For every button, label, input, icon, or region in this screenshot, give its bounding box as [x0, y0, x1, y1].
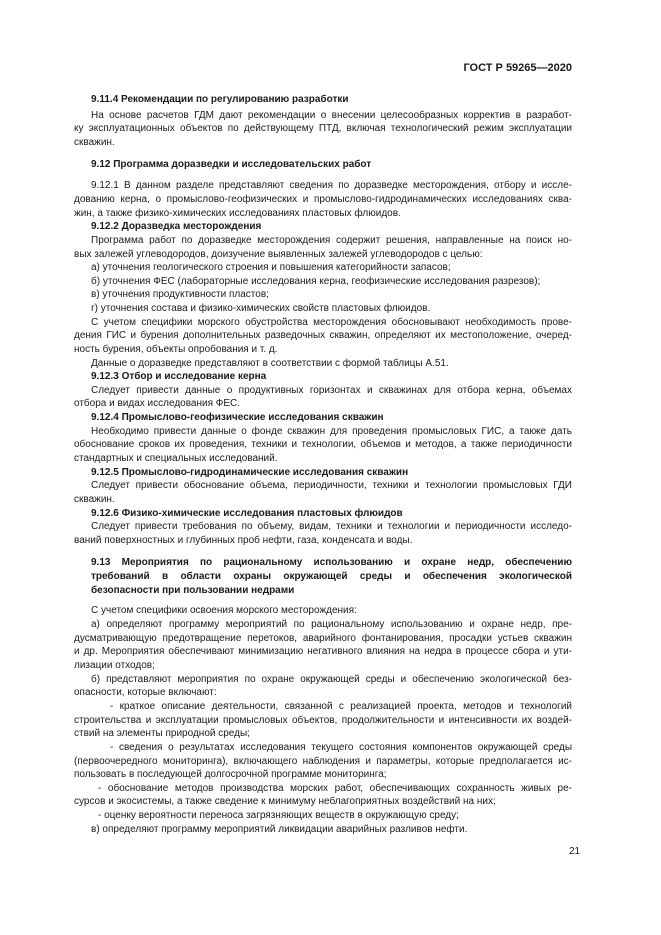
text-line: сурсов и экосистемы, а также сведение к минимуму неблагоприятных воздействий на них; [74, 796, 496, 807]
section-heading: требований в области охраны окружающей среды и обеспечения экологической [91, 571, 572, 582]
text-line: Необходимо привести данные о фонде скважин для проведения промысловых ГИС, а также дать [91, 426, 572, 437]
text-line: скважин. [74, 137, 115, 148]
text-line: Программа работ по доразведке месторождения содержит решения, направленные на поиск но- [91, 235, 572, 246]
subsection-heading: 9.12.5 Промыслово-гидродинамические исследования скважин [91, 467, 409, 478]
subsection-heading: 9.12.2 Доразведка месторождения [91, 221, 262, 232]
text-line: стандартных и специальных исследований. [74, 453, 278, 464]
text-line: дения ГИС и бурения дополнительных разведочных скважин, определяют их местоположение, очеред- [74, 330, 572, 341]
subsection-heading: 9.12.3 Отбор и исследование керна [91, 371, 267, 382]
text-line: отбора и видах исследования ФЕС. [74, 398, 241, 409]
text-line: (первоочередного мониторинга), включающего наблюдения и параметры, которые предполагается ис- [74, 756, 572, 767]
section-heading: безопасности при пользовании недрами [91, 585, 295, 596]
bullet-item: - краткое описание деятельности, связанной с реализацией проекта, методов и технологий [110, 701, 572, 712]
text-line: вых залежей углеводородов, доизучение выявленных залежей углеводородов с целью: [74, 249, 483, 260]
list-item: в) уточнения продуктивности пластов; [91, 289, 269, 300]
list-item: в) определяют программу мероприятий ликвидации аварийных разливов нефти. [91, 824, 468, 835]
text-line: Данные о доразведке представляют в соответствии с формой таблицы А.51. [91, 358, 449, 369]
text-line: ку эксплуатационных объектов по действующему ПТД, включая технологический режим эксплуатации [74, 123, 572, 134]
text-line: ваний поверхностных и глубинных проб нефти, газа, конденсата и воды. [74, 535, 413, 546]
standard-designation: ГОСТ Р 59265—2020 [463, 62, 572, 74]
text-line: Следует привести данные о продуктивных горизонтах и скважинах для отбора керна, объемах [91, 385, 572, 396]
text-line: Следует привести требования по объему, видам, техники и технологии и периодичности исследо- [91, 521, 572, 532]
subsection-heading: 9.11.4 Рекомендации по регулированию разработки [91, 94, 349, 105]
section-heading: 9.12 Программа доразведки и исследовательских работ [91, 159, 372, 170]
bullet-item: - обоснование методов производства морских работ, обеспечивающих сохранность живых ре- [98, 783, 572, 794]
text-line: С учетом специфики освоения морского месторождения: [91, 605, 357, 616]
bullet-item: - сведения о результатах исследования текущего состояния компонентов окружающей среды [110, 742, 572, 753]
text-line: и др. Мероприятия обеспечивают минимизацию негативного влияния на недра в процессе сбора и ути- [74, 646, 572, 657]
text-line: С учетом специфики морского обустройства месторождения обосновывают необходимость прове- [91, 317, 572, 328]
text-line: дусматривающую предотвращение перетоков, аварийного фонтанирования, просадки устьев скважин [74, 633, 572, 644]
subsection-heading: 9.12.4 Промыслово-геофизические исследования скважин [91, 412, 384, 423]
text-line: ствий на элементы природной среды; [74, 728, 250, 739]
text-line: опасности, которые включают: [74, 687, 217, 698]
text-line: обоснование сроков их проведения, техники и технологии, объемов и методов, а также периодичности [74, 439, 572, 450]
subsection-heading: 9.12.6 Физико-химические исследования пластовых флюидов [91, 508, 403, 519]
list-item: б) представляют мероприятия по охране окружающей среды и обеспечению экологической без- [91, 674, 572, 685]
text-line: жин, а также физико-химических исследованиях пластовых флюидов. [74, 208, 401, 219]
text-line: лизации отходов; [74, 660, 155, 671]
list-item: б) уточнения ФЕС (лабораторные исследования керна, геофизические исследования разрезов); [91, 276, 541, 287]
text-line: строительства и эксплуатации промысловых объектов, продолжительности и интенсивности их воздей- [74, 715, 572, 726]
section-heading: 9.13 Мероприятия по рациональному использованию и охране недр, обеспечению [91, 557, 572, 568]
page-number: 21 [569, 846, 581, 857]
text-line: ность бурения, объекты опробования и т. д. [74, 344, 278, 355]
text-line: дованию керна, о промыслово-геофизических и промыслово-гидродинамических исследованиях сква- [74, 194, 572, 205]
list-item: г) уточнения состава и физико-химических свойств пластовых флюидов. [91, 303, 431, 314]
text-line: скважин. [74, 494, 115, 505]
text-line: На основе расчетов ГДМ дают рекомендации о внесении целесообразных корректив в разработ- [91, 110, 572, 121]
list-item: а) определяют программу мероприятий по рациональному использованию и охране недр, пре- [91, 619, 572, 630]
text-line: Следует привести обоснование объема, периодичности, техники и технологии промысловых ГДИ [91, 480, 572, 491]
text-line: пользовать в последующей долгосрочной программе мониторинга; [74, 769, 387, 780]
bullet-item: - оценку вероятности переноса загрязняющих веществ в окружающую среду; [98, 810, 459, 821]
text-line: 9.12.1 В данном разделе представляют сведения по доразведке месторождения, отбору и иссле- [91, 180, 572, 191]
list-item: а) уточнения геологического строения и повышения категорийности запасов; [91, 262, 451, 273]
